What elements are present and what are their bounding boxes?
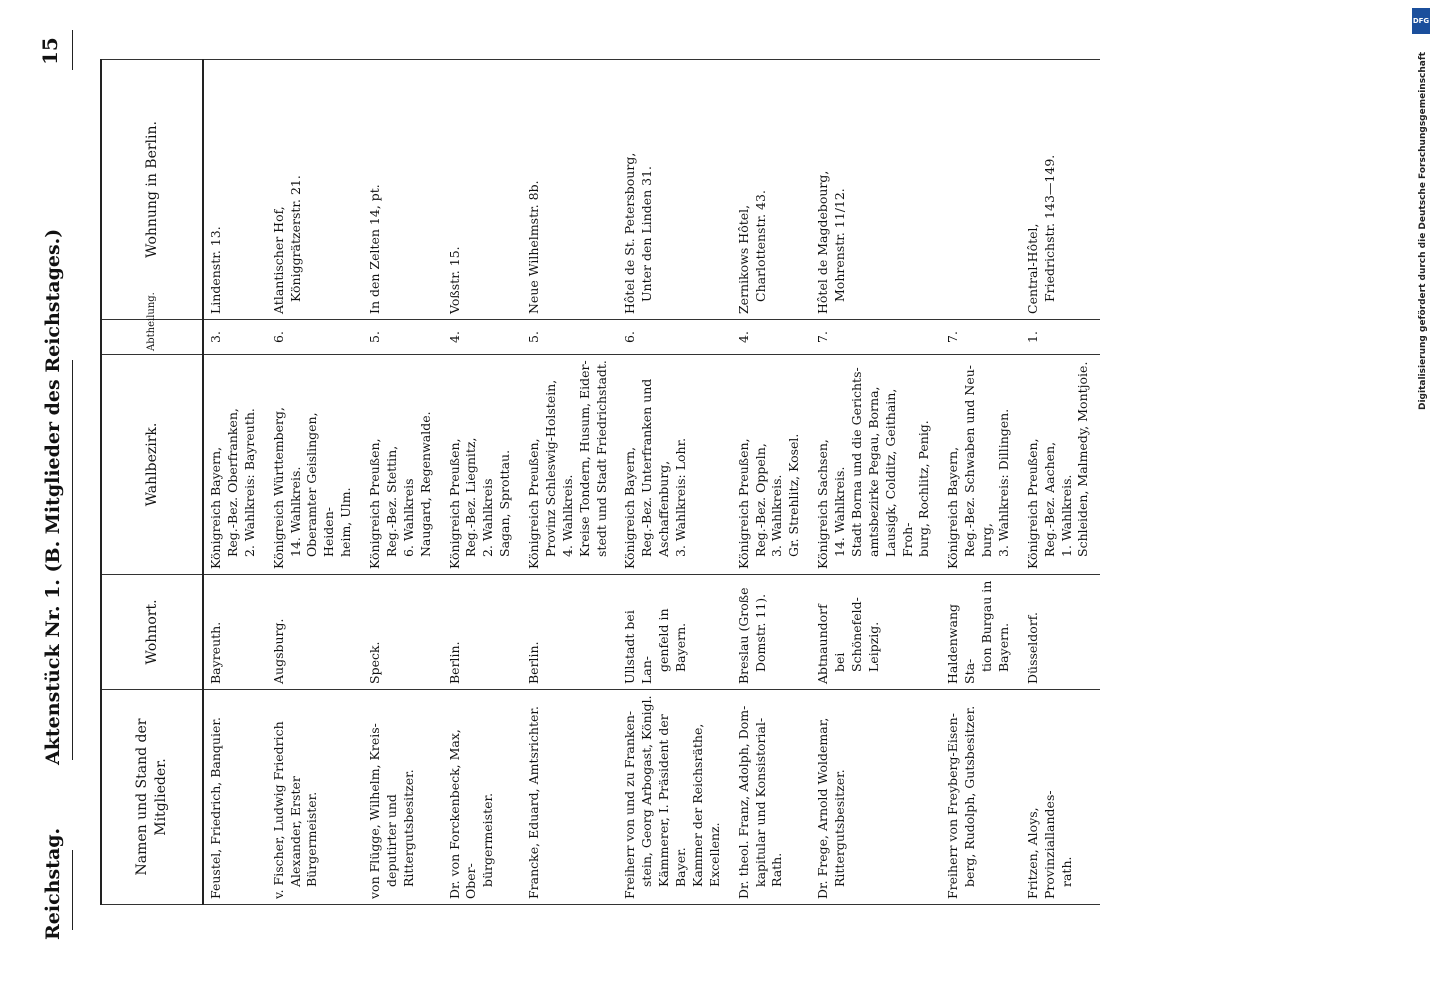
cell-abt: 6. xyxy=(618,320,731,355)
cell-line: Reg.-Bez. Aachen, xyxy=(1041,441,1057,557)
cell-ort xyxy=(811,575,941,690)
table-row xyxy=(443,60,523,905)
cell-line: 14. Wahlkreis. xyxy=(287,466,303,557)
cell-name xyxy=(203,690,267,905)
cell-bezirk xyxy=(267,355,363,575)
cell-name xyxy=(443,690,523,905)
cell-line: 3. Wahlkreis. xyxy=(769,474,785,557)
table-row xyxy=(732,60,812,905)
cell-line: Charlottenstr. 43. xyxy=(752,190,768,302)
table-body xyxy=(203,60,1100,905)
cell-name xyxy=(618,690,731,905)
table-row xyxy=(267,60,363,905)
cell-line: Alexander, Erster Bürgermeister. xyxy=(287,776,320,887)
cell-line: Königgrätzerstr. 21. xyxy=(287,175,303,302)
cell-line: genfeld in xyxy=(656,608,672,672)
cell-wohnung xyxy=(941,60,1021,320)
cell-abt: 7. xyxy=(811,320,941,355)
header-underline xyxy=(72,850,73,930)
table-row xyxy=(203,60,267,905)
cell-line: Rittergutsbesitzer. xyxy=(832,769,847,887)
page-number: 15 xyxy=(38,37,62,65)
cell-line: burg, Rochlitz, Penig. xyxy=(916,420,932,557)
cell-abt: 5. xyxy=(522,320,618,355)
cell-line: Reg.-Bez. Liegnitz, xyxy=(463,437,479,557)
cell-ort xyxy=(941,575,1021,690)
cell-wohnung xyxy=(522,60,618,320)
cell-line: bürgermeister. xyxy=(480,792,496,887)
cell-line: 4. Wahlkreis. xyxy=(559,474,575,557)
cell-ort xyxy=(267,575,363,690)
cell-ort xyxy=(363,575,443,690)
cell-line: Gr. Strehlitz, Kosel. xyxy=(786,433,802,557)
cell-line: Friedrichstr. 143—149. xyxy=(1041,154,1057,302)
cell-bezirk xyxy=(363,355,443,575)
cell-line: Bayern. xyxy=(995,622,1011,672)
cell-line: 2. Wahlkreis xyxy=(480,478,496,557)
cell-name xyxy=(1021,690,1101,905)
cell-line: Königreich Sachsen, xyxy=(815,439,831,569)
cell-ort xyxy=(618,575,731,690)
table-row xyxy=(618,60,731,905)
cell-wohnung xyxy=(732,60,812,320)
cell-abt: 7. xyxy=(941,320,1021,355)
cell-ort xyxy=(443,575,523,690)
cell-line: Berlin. xyxy=(526,641,541,684)
cell-ort xyxy=(1021,575,1101,690)
cell-line: Naugard, Regenwalde. xyxy=(417,411,433,557)
cell-line: Königreich Bayern, xyxy=(622,446,638,569)
cell-name xyxy=(732,690,812,905)
cell-line: In den Zelten 14, pt. xyxy=(367,184,382,314)
cell-line: stein, Georg Arbogast, Königl. xyxy=(639,695,655,887)
table-row xyxy=(811,60,941,905)
cell-name xyxy=(267,690,363,905)
cell-line: Aschaffenburg, xyxy=(656,460,672,557)
cell-line: 6. Wahlkreis xyxy=(400,478,416,557)
members-table xyxy=(100,59,1100,905)
cell-line: Königreich Preußen, xyxy=(1024,438,1040,569)
cell-line: Kammer der Reichsräthe, Excellenz. xyxy=(689,723,722,887)
cell-line: stedt und Stadt Friedrichstadt. xyxy=(593,360,609,557)
table-header-row xyxy=(101,60,203,905)
cell-line: Voßstr. 15. xyxy=(446,246,462,314)
cell-line: Dr. Frege, Arnold Woldemar, xyxy=(815,717,831,899)
column-header-wahlbezirk: Wahlbezirk. xyxy=(101,355,203,575)
cell-line: Freiherr von und zu Franken- xyxy=(622,710,638,899)
cell-line: Dr. von Forckenbeck, Max, Ober- xyxy=(446,729,479,899)
header-title: Aktenstück Nr. 1. (B. Mitglieder des Reichstages.) xyxy=(42,228,64,765)
cell-line: Neue Wilhelmstr. 8b. xyxy=(526,180,541,314)
cell-line: Ullstadt bei Lan- xyxy=(622,610,655,684)
cell-line: tion Burgau in xyxy=(979,580,994,672)
cell-ort xyxy=(732,575,812,690)
cell-line: Feustel, Friedrich, Banquier. xyxy=(208,717,223,899)
cell-line: Mohrenstr. 11/12. xyxy=(832,188,847,302)
cell-bezirk xyxy=(618,355,731,575)
cell-line: Freiherr von Freyberg-Eisen- xyxy=(945,713,961,899)
cell-line: Fritzen, Aloys, Provinziallandes- xyxy=(1024,790,1057,899)
cell-line: Oberamter Geislingen, Heiden- xyxy=(304,412,337,557)
cell-bezirk xyxy=(203,355,267,575)
cell-name xyxy=(811,690,941,905)
cell-line: heim, Ulm. xyxy=(338,487,354,557)
cell-line: Reg.-Bez. Schwaben und Neu- xyxy=(962,365,978,557)
cell-line: Düsseldorf. xyxy=(1024,612,1040,684)
cell-bezirk xyxy=(1021,355,1101,575)
cell-line: Bayern. xyxy=(673,622,688,672)
cell-line: Königreich Preußen, xyxy=(367,438,382,569)
cell-wohnung xyxy=(267,60,363,320)
cell-line: amtsbezirke Pegau, Borna, xyxy=(865,386,881,557)
column-header-name: Namen und Stand der Mitglieder. xyxy=(101,690,203,905)
cell-wohnung xyxy=(811,60,941,320)
cell-line: burg, xyxy=(979,522,994,557)
cell-line: Speck. xyxy=(367,641,382,684)
cell-line: Sagan, Sprottau. xyxy=(497,449,513,557)
cell-line: Lausigk, Colditz, Geithain, Froh- xyxy=(882,388,915,557)
cell-bezirk xyxy=(443,355,523,575)
cell-line: berg, Rudolph, Gutsbesitzer. xyxy=(962,705,978,887)
cell-abt: 3. xyxy=(203,320,267,355)
digitization-note-text: Digitalisierung gefördert durch die Deutsche Forschungsgemeinschaft xyxy=(1418,51,1428,410)
cell-line: Abtnaundorf xyxy=(815,604,831,684)
cell-line: Berlin. xyxy=(446,641,462,684)
cell-line: Stadt Borna und die Gerichts- xyxy=(848,367,864,557)
cell-line: Unter den Linden 31. xyxy=(639,165,655,302)
cell-line: Königreich Bayern, xyxy=(945,446,961,569)
cell-name xyxy=(941,690,1021,905)
cell-line: Reg.-Bez. Oppeln, xyxy=(752,443,768,557)
cell-line: Königreich Preußen, xyxy=(526,438,541,569)
cell-line: Provinz Schleswig-Holstein, xyxy=(542,379,558,557)
cell-line: Königreich Preußen, xyxy=(446,438,462,569)
cell-line: Domstr. 11). xyxy=(752,593,768,672)
cell-abt: 4. xyxy=(732,320,812,355)
cell-line: von Flügge, Wilhelm, Kreis- xyxy=(367,723,382,899)
cell-line: Reg.-Bez. Oberfranken, xyxy=(224,408,240,557)
column-header-abtheilung: Abtheilung. xyxy=(101,320,203,355)
column-header-wohnort: Wohnort. xyxy=(101,575,203,690)
cell-line: deputirter und Rittergutsbesitzer. xyxy=(383,769,416,887)
cell-abt: 5. xyxy=(363,320,443,355)
cell-line: kapitular und Konsistorial-Rath. xyxy=(752,717,785,887)
table-row xyxy=(522,60,618,905)
table-row xyxy=(363,60,443,905)
cell-line: 3. Wahlkreis: Dillingen. xyxy=(995,408,1011,557)
table-row xyxy=(1021,60,1101,905)
cell-ort xyxy=(203,575,267,690)
cell-wohnung xyxy=(618,60,731,320)
header-underline xyxy=(72,360,73,760)
cell-bezirk xyxy=(732,355,812,575)
cell-line: Zernikows Hôtel, xyxy=(735,204,751,314)
cell-line: Dr. theol. Franz, Adolph, Dom- xyxy=(735,705,751,899)
header-left: Reichstag. xyxy=(42,827,64,940)
table-row xyxy=(941,60,1021,905)
cell-line: Kreise Tondern, Husum, Eider- xyxy=(576,360,592,557)
cell-bezirk xyxy=(811,355,941,575)
cell-name xyxy=(363,690,443,905)
cell-line: Haldenwang Sta- xyxy=(945,603,978,684)
cell-wohnung xyxy=(203,60,267,320)
cell-wohnung xyxy=(443,60,523,320)
cell-wohnung xyxy=(363,60,443,320)
cell-line: Breslau (Große xyxy=(735,587,751,684)
cell-line: Central-Hôtel, xyxy=(1024,223,1040,314)
cell-wohnung xyxy=(1021,60,1101,320)
cell-line: 1. Wahlkreis. xyxy=(1058,474,1074,557)
cell-abt: 6. xyxy=(267,320,363,355)
cell-line: Lindenstr. 13. xyxy=(208,226,223,314)
dfg-logo: DFG xyxy=(1412,8,1430,34)
cell-line: Bayreuth. xyxy=(208,621,223,684)
cell-line: Hôtel de Magdebourg, xyxy=(815,170,831,314)
running-header xyxy=(20,0,80,1000)
cell-line: Augsburg. xyxy=(270,618,286,684)
cell-line: bei Schönefeld- xyxy=(832,597,864,672)
cell-line: 3. Wahlkreis: Lohr. xyxy=(673,437,688,557)
header-underline xyxy=(72,30,73,70)
cell-line: Königreich Bayern, xyxy=(208,446,223,569)
cell-line: Schleiden, Malmedy, Montjoie. xyxy=(1075,361,1091,557)
cell-abt: 1. xyxy=(1021,320,1101,355)
cell-line: Atlantischer Hof, xyxy=(270,206,286,314)
cell-bezirk xyxy=(522,355,618,575)
cell-line: v. Fischer, Ludwig Friedrich xyxy=(270,721,286,899)
cell-line: Leipzig. xyxy=(865,621,881,672)
cell-bezirk xyxy=(941,355,1021,575)
cell-line: 2. Wahlkreis: Bayreuth. xyxy=(241,408,257,557)
cell-line: Kämmerer, I. Präsident der Bayer. xyxy=(656,714,688,887)
cell-abt: 4. xyxy=(443,320,523,355)
cell-name xyxy=(522,690,618,905)
cell-ort xyxy=(522,575,618,690)
cell-line: Hôtel de St. Petersbourg, xyxy=(622,152,638,314)
cell-line: rath. xyxy=(1058,856,1074,887)
cell-line: Königreich Württemberg, xyxy=(270,407,286,569)
cell-line: 14. Wahlkreis. xyxy=(832,466,847,557)
cell-line: Reg.-Bez. Unterfranken und xyxy=(639,378,655,557)
cell-line: Königreich Preußen, xyxy=(735,438,751,569)
cell-line: Francke, Eduard, Amtsrichter. xyxy=(526,706,541,899)
column-header-wohnung: Wohnung in Berlin. xyxy=(101,60,203,320)
cell-line: Reg.-Bez. Stettin, xyxy=(383,445,399,557)
